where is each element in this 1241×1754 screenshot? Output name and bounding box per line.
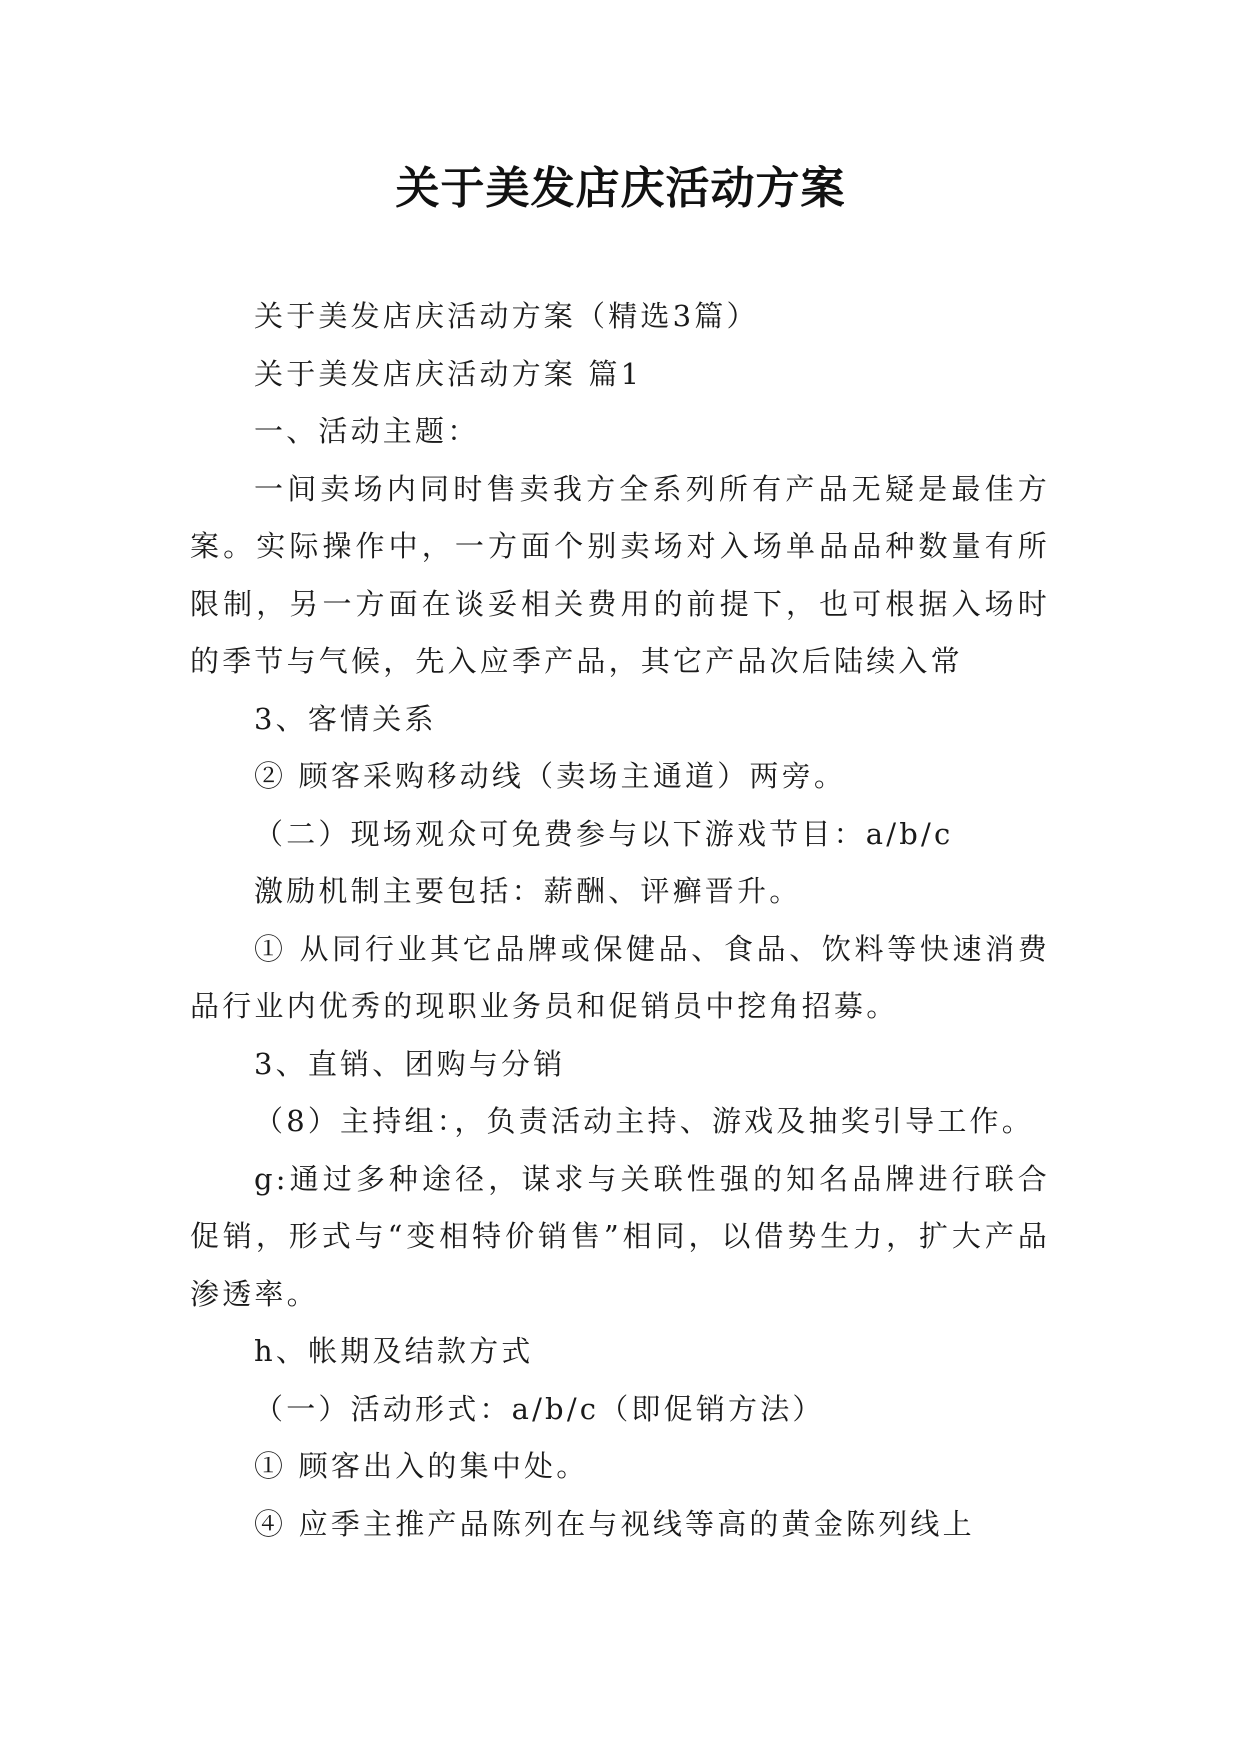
document-title: 关于美发店庆活动方案 [395,163,846,214]
paragraph: ① 从同行业其它品牌或保健品、食品、饮料等快速消费品行业内优秀的现职业务员和促销员中挖角招募。 [190,931,1050,1023]
paragraph: ④ 应季主推产品陈列在与视线等高的黄金陈列线上 [254,1506,975,1541]
paragraph: h、帐期及结款方式 [254,1334,534,1368]
paragraph: 一间卖场内同时售卖我方全系列所有产品无疑是最佳方案。实际操作中，一方面个别卖场对入场单品品种数量有所限制，另一方面在谈妥相关费用的前提下，也可根据入场时的季节与气候，先入应季产品，其它产品次后陆续入常 [190,471,1050,678]
paragraph: 一、活动主题： [254,414,480,448]
paragraph: 关于美发店庆活动方案 篇1 [254,356,643,391]
document-body [190,288,1050,1553]
paragraph: （一）活动形式：a/b/c（即促销方法） [254,1391,825,1426]
paragraph: 激励机制主要包括：薪酬、评癣晋升。 [254,874,802,908]
paragraph: 3、直销、团购与分销 [254,1046,566,1081]
paragraph: （二）现场观众可免费参与以下游戏节目：a/b/c [254,816,954,851]
paragraph: ① 顾客出入的集中处。 [254,1449,589,1483]
paragraph: ② 顾客采购移动线（卖场主通道）两旁。 [254,759,847,793]
paragraph: 关于美发店庆活动方案（精选3篇） [254,299,759,333]
paragraph: （8）主持组：，负责活动主持、游戏及抽奖引导工作。 [254,1104,1034,1138]
paragraph: g:通过多种途径，谋求与关联性强的知名品牌进行联合促销，形式与“变相特价销售”相同，以借势生力，扩大产品渗透率。 [190,1161,1050,1311]
paragraph: 3、客情关系 [254,701,437,736]
